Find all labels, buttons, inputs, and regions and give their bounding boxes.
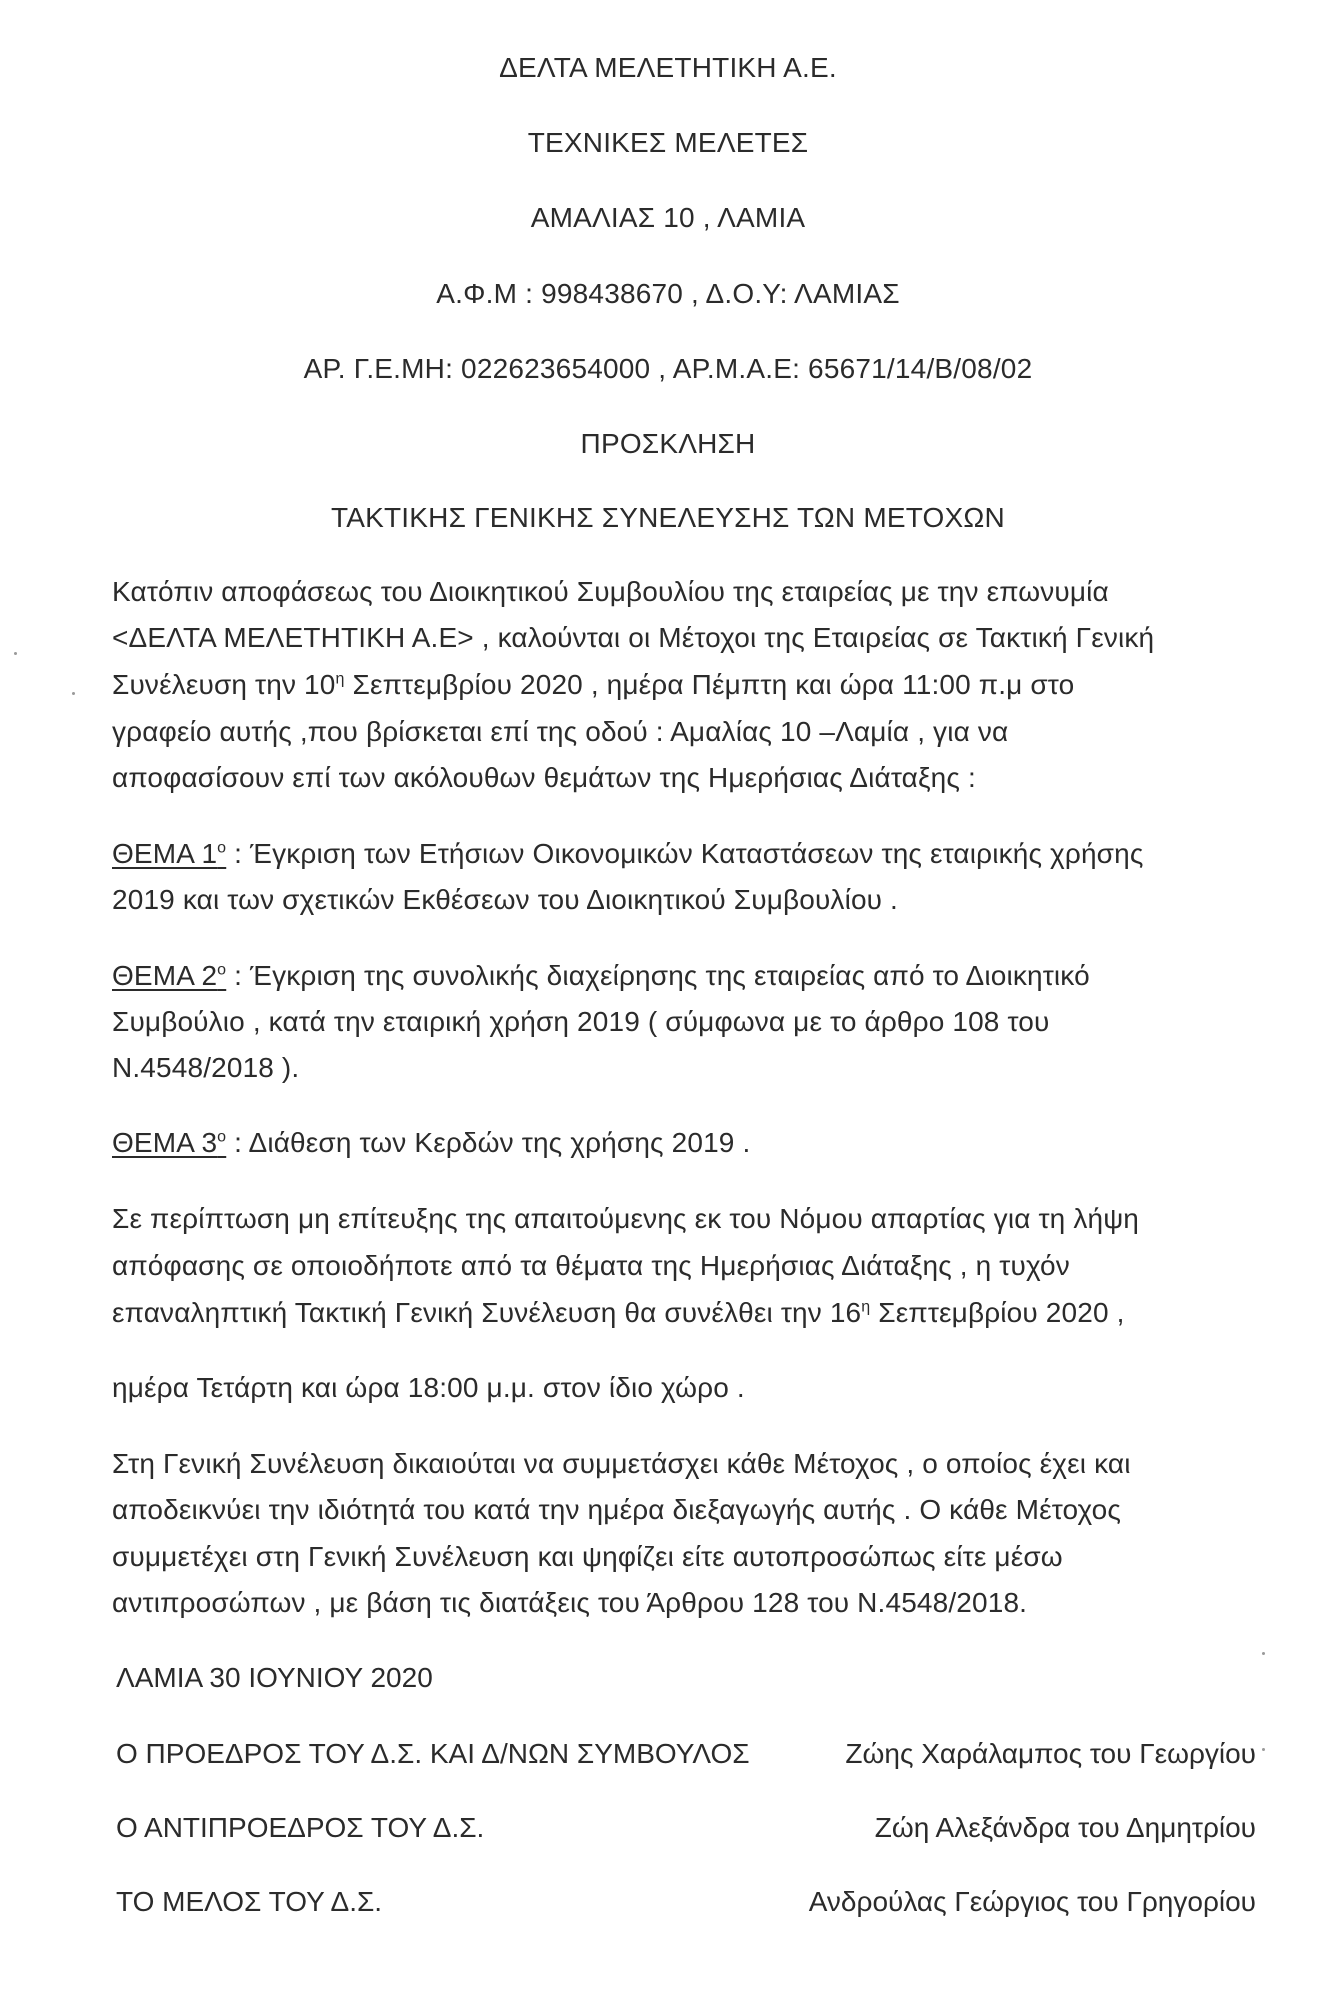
topic-2-line-1 [112,960,1090,992]
repeat-line-3-end: Σεπτεμβρίου 2020 , [870,1297,1125,1328]
signatory-2-name: Ζώη Αλεξάνδρα του Δημητρίου [874,1812,1256,1843]
date-place: ΛΑΜΙΑ 30 ΙΟΥΝΙΟΥ 2020 [116,1662,433,1693]
company-activity: ΤΕΧΝΙΚΕΣ ΜΕΛΕΤΕΣ [527,127,809,158]
participation-line-1: Στη Γενική Συνέλευση δικαιούται να συμμετάσχει κάθε Μέτοχος , ο οποίος έχει και [112,1448,1131,1479]
signatory-1-name: Ζώης Χαράλαμπος του Γεωργίου [845,1738,1256,1769]
topic-3-text: : Διάθεση των Κερδών της χρήσης 2019 . [226,1127,751,1158]
repeat-date-superscript: η [861,1298,871,1316]
participation-line-3: συμμετέχει στη Γενική Συνέλευση και ψηφίζει είτε αυτοπροσώπως είτε μέσω [112,1541,1063,1572]
repeat-line-4: ημέρα Τετάρτη και ώρα 18:00 μ.μ. στον ίδιο χώρο . [112,1372,745,1403]
repeat-line-3 [112,1297,1125,1329]
company-tax-info: Α.Φ.Μ : 998438670 , Δ.Ο.Υ: ΛΑΜΙΑΣ [436,278,900,309]
intro-line-5: αποφασίσουν επί των ακόλουθων θεμάτων της Ημερήσιας Διάταξης : [112,762,976,793]
topic-2-line-3: Ν.4548/2018 ). [112,1052,300,1083]
scan-speck [72,692,75,695]
topic-3-label [112,1127,226,1158]
intro-line-3-end: Σεπτεμβρίου 2020 , ημέρα Πέμπτη και ώρα 11:00 π.μ στο [344,669,1075,700]
topic-1-label [112,838,226,869]
topic-3-label-sup: ο [217,1128,227,1146]
topic-1-label-sup: ο [217,839,227,857]
topic-1-line-1 [112,838,1143,870]
signatory-1-role: Ο ΠΡΟΕΔΡΟΣ ΤΟΥ Δ.Σ. ΚΑΙ Δ/ΝΩΝ ΣΥΜΒΟΥΛΟΣ [116,1738,750,1769]
company-name: ΔΕΛΤΑ ΜΕΛΕΤΗΤΙΚΗ Α.Ε. [499,52,837,83]
company-registry: ΑΡ. Γ.Ε.ΜΗ: 022623654000 , ΑΡ.Μ.Α.Ε: 65671/14/Β/08/02 [303,353,1033,384]
repeat-line-1: Σε περίπτωση μη επίτευξης της απαιτούμενης εκ του Νόμου απαρτίας για τη λήψη [112,1203,1140,1234]
scan-speck [1262,1652,1265,1655]
topic-1-label-text: ΘΕΜΑ 1 [112,838,218,869]
participation-line-2: αποδεικνύει την ιδιότητά του κατά την ημέρα διεξαγωγής αυτής . Ο κάθε Μέτοχος [112,1494,1121,1525]
company-address: ΑΜΑΛΙΑΣ 10 , ΛΑΜΙΑ [530,202,806,233]
topic-1-line-2: 2019 και των σχετικών Εκθέσεων του Διοικητικού Συμβουλίου . [112,884,898,915]
topic-2-line-2: Συμβούλιο , κατά την εταιρική χρήση 2019 ( σύμφωνα με το άρθρο 108 του [112,1006,1050,1037]
document-subtitle: ΤΑΚΤΙΚΗΣ ΓΕΝΙΚΗΣ ΣΥΝΕΛΕΥΣΗΣ ΤΩΝ ΜΕΤΟΧΩΝ [331,502,1005,533]
repeat-line-2: απόφασης σε οποιοδήποτε από τα θέματα της Ημερήσιας Διάταξης , η τυχόν [112,1250,1070,1281]
intro-date-superscript: η [335,670,345,688]
topic-2-label [112,960,226,991]
intro-line-2: <ΔΕΛΤΑ ΜΕΛΕΤΗΤΙΚΗ Α.Ε> , καλούνται οι Μέτοχοι της Εταιρείας σε Τακτική Γενική [112,622,1155,653]
intro-line-1: Κατόπιν αποφάσεως του Διοικητικού Συμβουλίου της εταιρείας με την επωνυμία [112,576,1109,607]
intro-line-3-start: Συνέλευση την 10 [112,669,336,700]
signatory-3-name: Ανδρούλας Γεώργιος του Γρηγορίου [808,1886,1256,1917]
topic-2-text: : Έγκριση της συνολικής διαχείρησης της εταιρείας από το Διοικητικό [226,960,1090,991]
signatory-3-role: ΤΟ ΜΕΛΟΣ ΤΟΥ Δ.Σ. [116,1886,383,1917]
topic-3-label-text: ΘΕΜΑ 3 [112,1127,218,1158]
intro-line-4: γραφείο αυτής ,που βρίσκεται επί της οδού : Αμαλίας 10 –Λαμία , για να [112,716,1009,747]
intro-line-3 [112,669,1074,701]
scan-speck [1262,1748,1265,1751]
topic-2-label-sup: ο [217,961,227,979]
participation-line-4: αντιπροσώπων , με βάση τις διατάξεις του Άρθρου 128 του Ν.4548/2018. [112,1587,1028,1618]
topic-3-line-1 [112,1127,750,1159]
topic-1-text: : Έγκριση των Ετήσιων Οικονομικών Καταστάσεων της εταιρικής χρήσης [226,838,1144,869]
signatory-2-role: Ο ΑΝΤΙΠΡΟΕΔΡΟΣ ΤΟΥ Δ.Σ. [116,1812,485,1843]
scan-speck [14,652,17,655]
repeat-line-3-start: επαναληπτική Τακτική Γενική Συνέλευση θα συνέλθει την 16 [112,1297,862,1328]
document-title: ΠΡΟΣΚΛΗΣΗ [580,428,756,459]
topic-2-label-text: ΘΕΜΑ 2 [112,960,218,991]
